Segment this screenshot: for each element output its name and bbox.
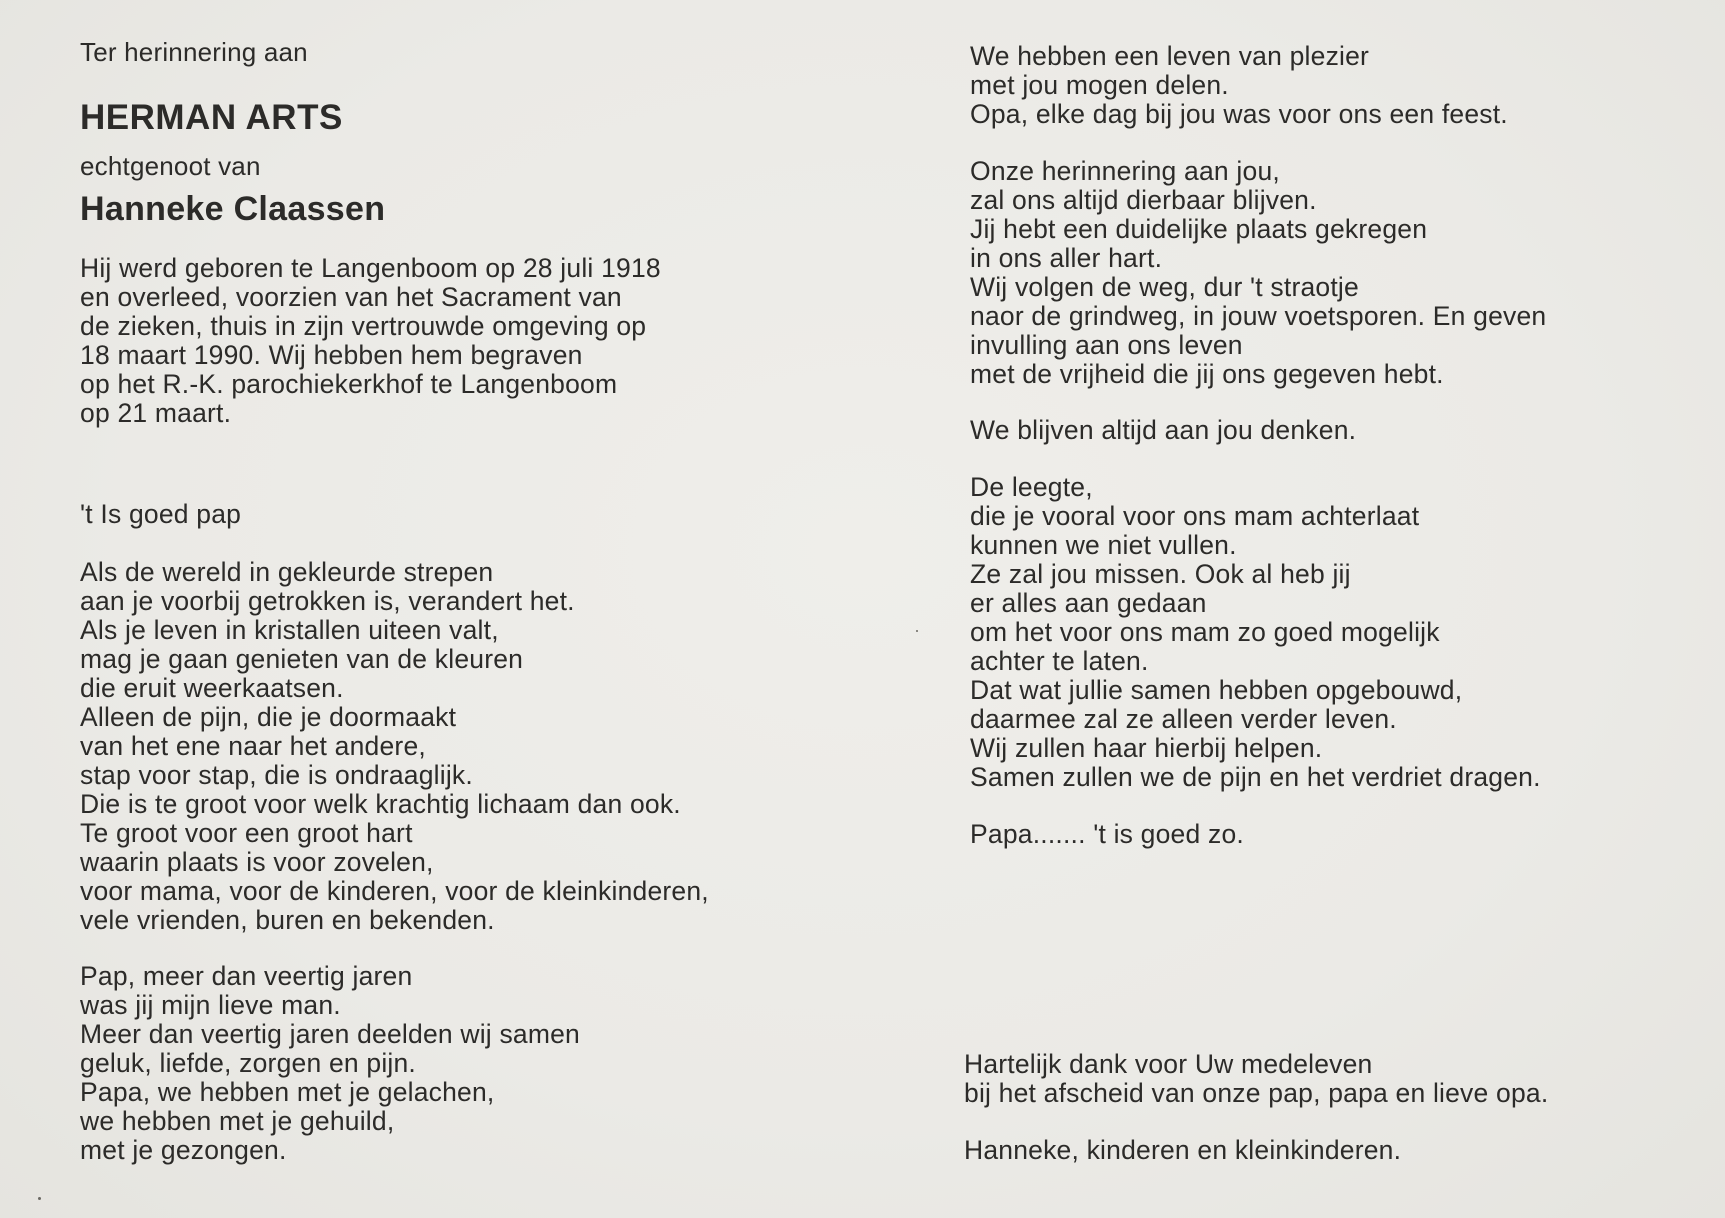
bio-line: en overleed, voorzien van het Sacrament van — [80, 282, 622, 312]
biography — [80, 254, 661, 428]
spouse-name: Hanneke Claassen — [80, 190, 386, 228]
right-line: Wij zullen haar hierbij helpen. — [970, 733, 1323, 763]
right-line: Jij hebt een duidelijke plaats gekregen — [970, 214, 1428, 244]
right-line: achter te laten. — [970, 646, 1149, 676]
right-stanza-1 — [970, 42, 1508, 129]
right-line: die je vooral voor ons mam achterlaat — [970, 501, 1420, 531]
bio-line: Hij werd geboren te Langenboom op 28 juli 1918 — [80, 253, 661, 283]
right-line: kunnen we niet vullen. — [970, 530, 1237, 560]
spouse-label: echtgenoot van — [80, 151, 261, 181]
poem-line: die eruit weerkaatsen. — [80, 673, 344, 703]
right-line: daarmee zal ze alleen verder leven. — [970, 704, 1397, 734]
poem-line: mag je gaan genieten van de kleuren — [80, 644, 524, 674]
poem-line: voor mama, voor de kinderen, voor de kleinkinderen, — [80, 876, 709, 906]
right-line: met jou mogen delen. — [970, 70, 1229, 100]
closing-line: Papa....... 't is goed zo. — [970, 819, 1244, 849]
poem-line: Als je leven in kristallen uiteen valt, — [80, 615, 499, 645]
bio-line: de zieken, thuis in zijn vertrouwde omgeving op — [80, 311, 647, 341]
right-line: Ze zal jou missen. Ook al heb jij — [970, 559, 1351, 589]
poem-line: geluk, liefde, zorgen en pijn. — [80, 1048, 416, 1078]
right-line: er alles aan gedaan — [970, 588, 1207, 618]
right-line: Wij volgen de weg, dur 't straotje — [970, 272, 1359, 302]
paper-speck — [916, 630, 918, 632]
right-stanza-3 — [970, 416, 1356, 445]
right-line: We blijven altijd aan jou denken. — [970, 415, 1357, 445]
bio-line: op het R.-K. parochiekerkhof te Langenboom — [80, 369, 618, 399]
poem-line: Pap, meer dan veertig jaren — [80, 961, 413, 991]
thanks-note — [964, 1050, 1548, 1108]
poem-line: stap voor stap, die is ondraaglijk. — [80, 760, 473, 790]
poem-line: we hebben met je gehuild, — [80, 1106, 395, 1136]
right-line: invulling aan ons leven — [970, 330, 1243, 360]
poem-line: Te groot voor een groot hart — [80, 818, 413, 848]
poem-stanza-1 — [80, 558, 709, 935]
poem-line: Alleen de pijn, die je doormaakt — [80, 702, 457, 732]
right-line: om het voor ons mam zo goed mogelijk — [970, 617, 1440, 647]
thanks-line: Hartelijk dank voor Uw medeleven — [964, 1049, 1373, 1079]
bio-line: op 21 maart. — [80, 398, 232, 428]
poem-line: aan je voorbij getrokken is, verandert het. — [80, 586, 575, 616]
poem-line: waarin plaats is voor zovelen, — [80, 847, 434, 877]
poem-line: was jij mijn lieve man. — [80, 990, 341, 1020]
poem-line: Papa, we hebben met je gelachen, — [80, 1077, 495, 1107]
right-stanza-2 — [970, 157, 1546, 389]
signature: Hanneke, kinderen en kleinkinderen. — [964, 1135, 1402, 1165]
poem-stanza-2 — [80, 962, 580, 1165]
right-line: Opa, elke dag bij jou was voor ons een feest. — [970, 99, 1508, 129]
right-line: Dat wat jullie samen hebben opgebouwd, — [970, 675, 1463, 705]
paper-speck — [38, 1197, 41, 1200]
right-line: Samen zullen we de pijn en het verdriet dragen. — [970, 762, 1541, 792]
right-line: zal ons altijd dierbaar blijven. — [970, 185, 1317, 215]
deceased-name: HERMAN ARTS — [80, 98, 343, 137]
poem-line: Als de wereld in gekleurde strepen — [80, 557, 494, 587]
right-line: De leegte, — [970, 472, 1093, 502]
bio-line: 18 maart 1990. Wij hebben hem begraven — [80, 340, 583, 370]
right-stanza-4 — [970, 473, 1541, 792]
right-line: Onze herinnering aan jou, — [970, 156, 1280, 186]
right-line: met de vrijheid die jij ons gegeven hebt. — [970, 359, 1444, 389]
right-line: in ons aller hart. — [970, 243, 1163, 273]
right-line: naor de grindweg, in jouw voetsporen. En geven — [970, 301, 1547, 331]
intro-text: Ter herinnering aan — [80, 37, 308, 67]
thanks-line: bij het afscheid van onze pap, papa en lieve opa. — [964, 1078, 1549, 1108]
poem-line: van het ene naar het andere, — [80, 731, 426, 761]
poem-line: Die is te groot voor welk krachtig lichaam dan ook. — [80, 789, 681, 819]
poem-line: vele vrienden, buren en bekenden. — [80, 905, 495, 935]
poem-title: 't Is goed pap — [80, 499, 242, 529]
right-line: We hebben een leven van plezier — [970, 41, 1370, 71]
poem-line: Meer dan veertig jaren deelden wij samen — [80, 1019, 580, 1049]
poem-line: met je gezongen. — [80, 1135, 287, 1165]
